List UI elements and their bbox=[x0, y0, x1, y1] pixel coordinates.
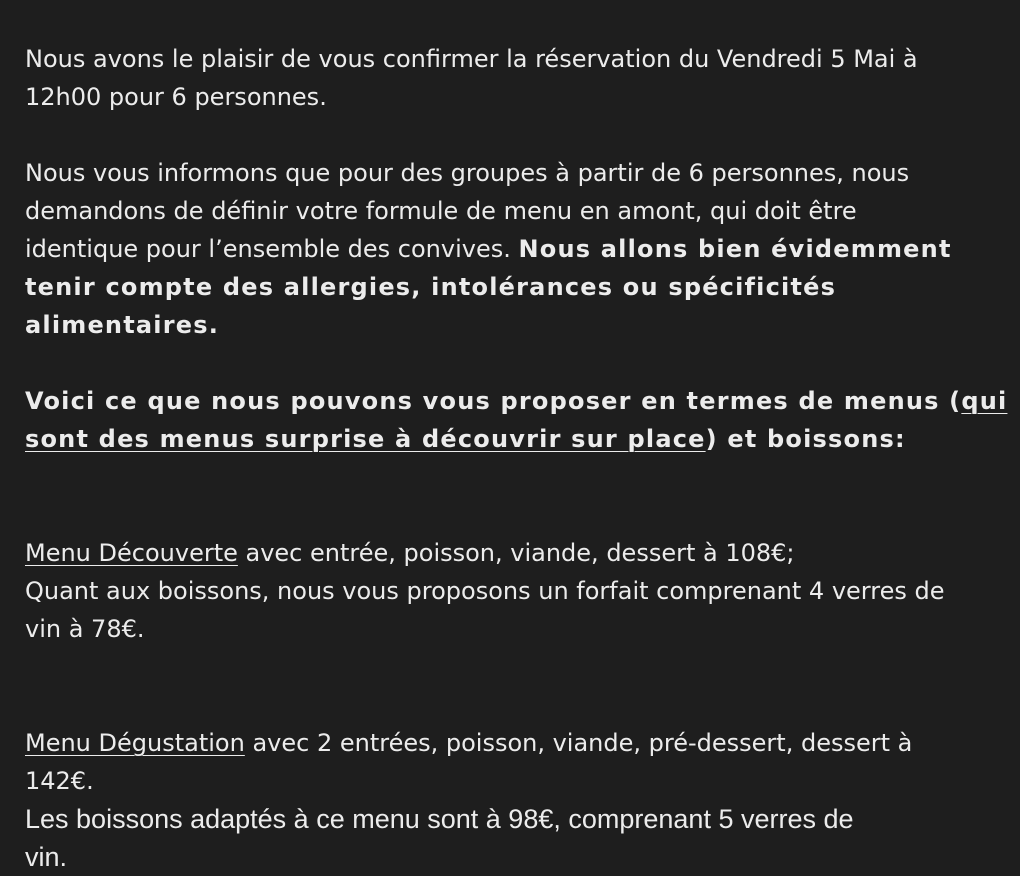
text-line: Les boissons adaptés à ce menu sont à 98€, comprenant 5 verres de bbox=[25, 804, 854, 834]
text-line bbox=[25, 724, 1020, 762]
text-line: 12h00 pour 6 personnes. bbox=[25, 83, 327, 111]
text-line bbox=[25, 420, 1020, 458]
text-bold: ) et boissons: bbox=[705, 425, 906, 453]
email-body bbox=[25, 40, 1020, 876]
paragraph-spacer bbox=[25, 116, 1020, 154]
text-line: Nous avons le plaisir de vous confirmer la réservation du Vendredi 5 Mai à bbox=[25, 45, 918, 73]
paragraph-spacer bbox=[25, 496, 1020, 534]
paragraph-spacer bbox=[25, 686, 1020, 724]
menu-decouverte-section bbox=[25, 534, 1020, 648]
menu-degustation-description: avec 2 entrées, poisson, viande, pré-dessert, dessert à bbox=[244, 729, 913, 757]
text-line bbox=[25, 230, 1020, 268]
confirmation-paragraph bbox=[25, 40, 1020, 116]
text-line: Quant aux boissons, nous vous proposons un forfait comprenant 4 verres de bbox=[25, 577, 945, 605]
text-line: vin à 78€. bbox=[25, 615, 145, 643]
text-bold: Voici ce que nous pouvons vous proposer en termes de menus ( bbox=[25, 387, 962, 415]
text-regular: identique pour l’ensemble des convives. bbox=[25, 235, 519, 263]
text-line-bold: alimentaires. bbox=[25, 311, 220, 339]
text-line: demandons de définir votre formule de menu en amont, qui doit être bbox=[25, 197, 857, 225]
menu-degustation-section bbox=[25, 724, 1020, 876]
text-line bbox=[25, 382, 1020, 420]
text-line: Nous vous informons que pour des groupes à partir de 6 personnes, nous bbox=[25, 159, 910, 187]
paragraph-spacer bbox=[25, 648, 1020, 686]
text-underlined: qui bbox=[961, 387, 1008, 415]
text-bold: Nous allons bien évidemment bbox=[518, 235, 952, 263]
text-line bbox=[25, 534, 1020, 572]
text-line-bold: tenir compte des allergies, intolérances ou spécificités bbox=[25, 273, 837, 301]
menu-intro-paragraph bbox=[25, 382, 1020, 458]
paragraph-spacer bbox=[25, 458, 1020, 496]
paragraph-spacer bbox=[25, 344, 1020, 382]
text-underlined: sont des menus surprise à découvrir sur place bbox=[25, 425, 706, 453]
text-line: 142€. bbox=[25, 767, 94, 795]
menu-decouverte-description: avec entrée, poisson, viande, dessert à 108€; bbox=[237, 539, 795, 567]
text-line: vin. bbox=[25, 842, 68, 872]
menu-decouverte-name: Menu Découverte bbox=[25, 539, 238, 567]
menu-degustation-name: Menu Dégustation bbox=[25, 729, 245, 757]
group-policy-paragraph bbox=[25, 154, 1020, 344]
